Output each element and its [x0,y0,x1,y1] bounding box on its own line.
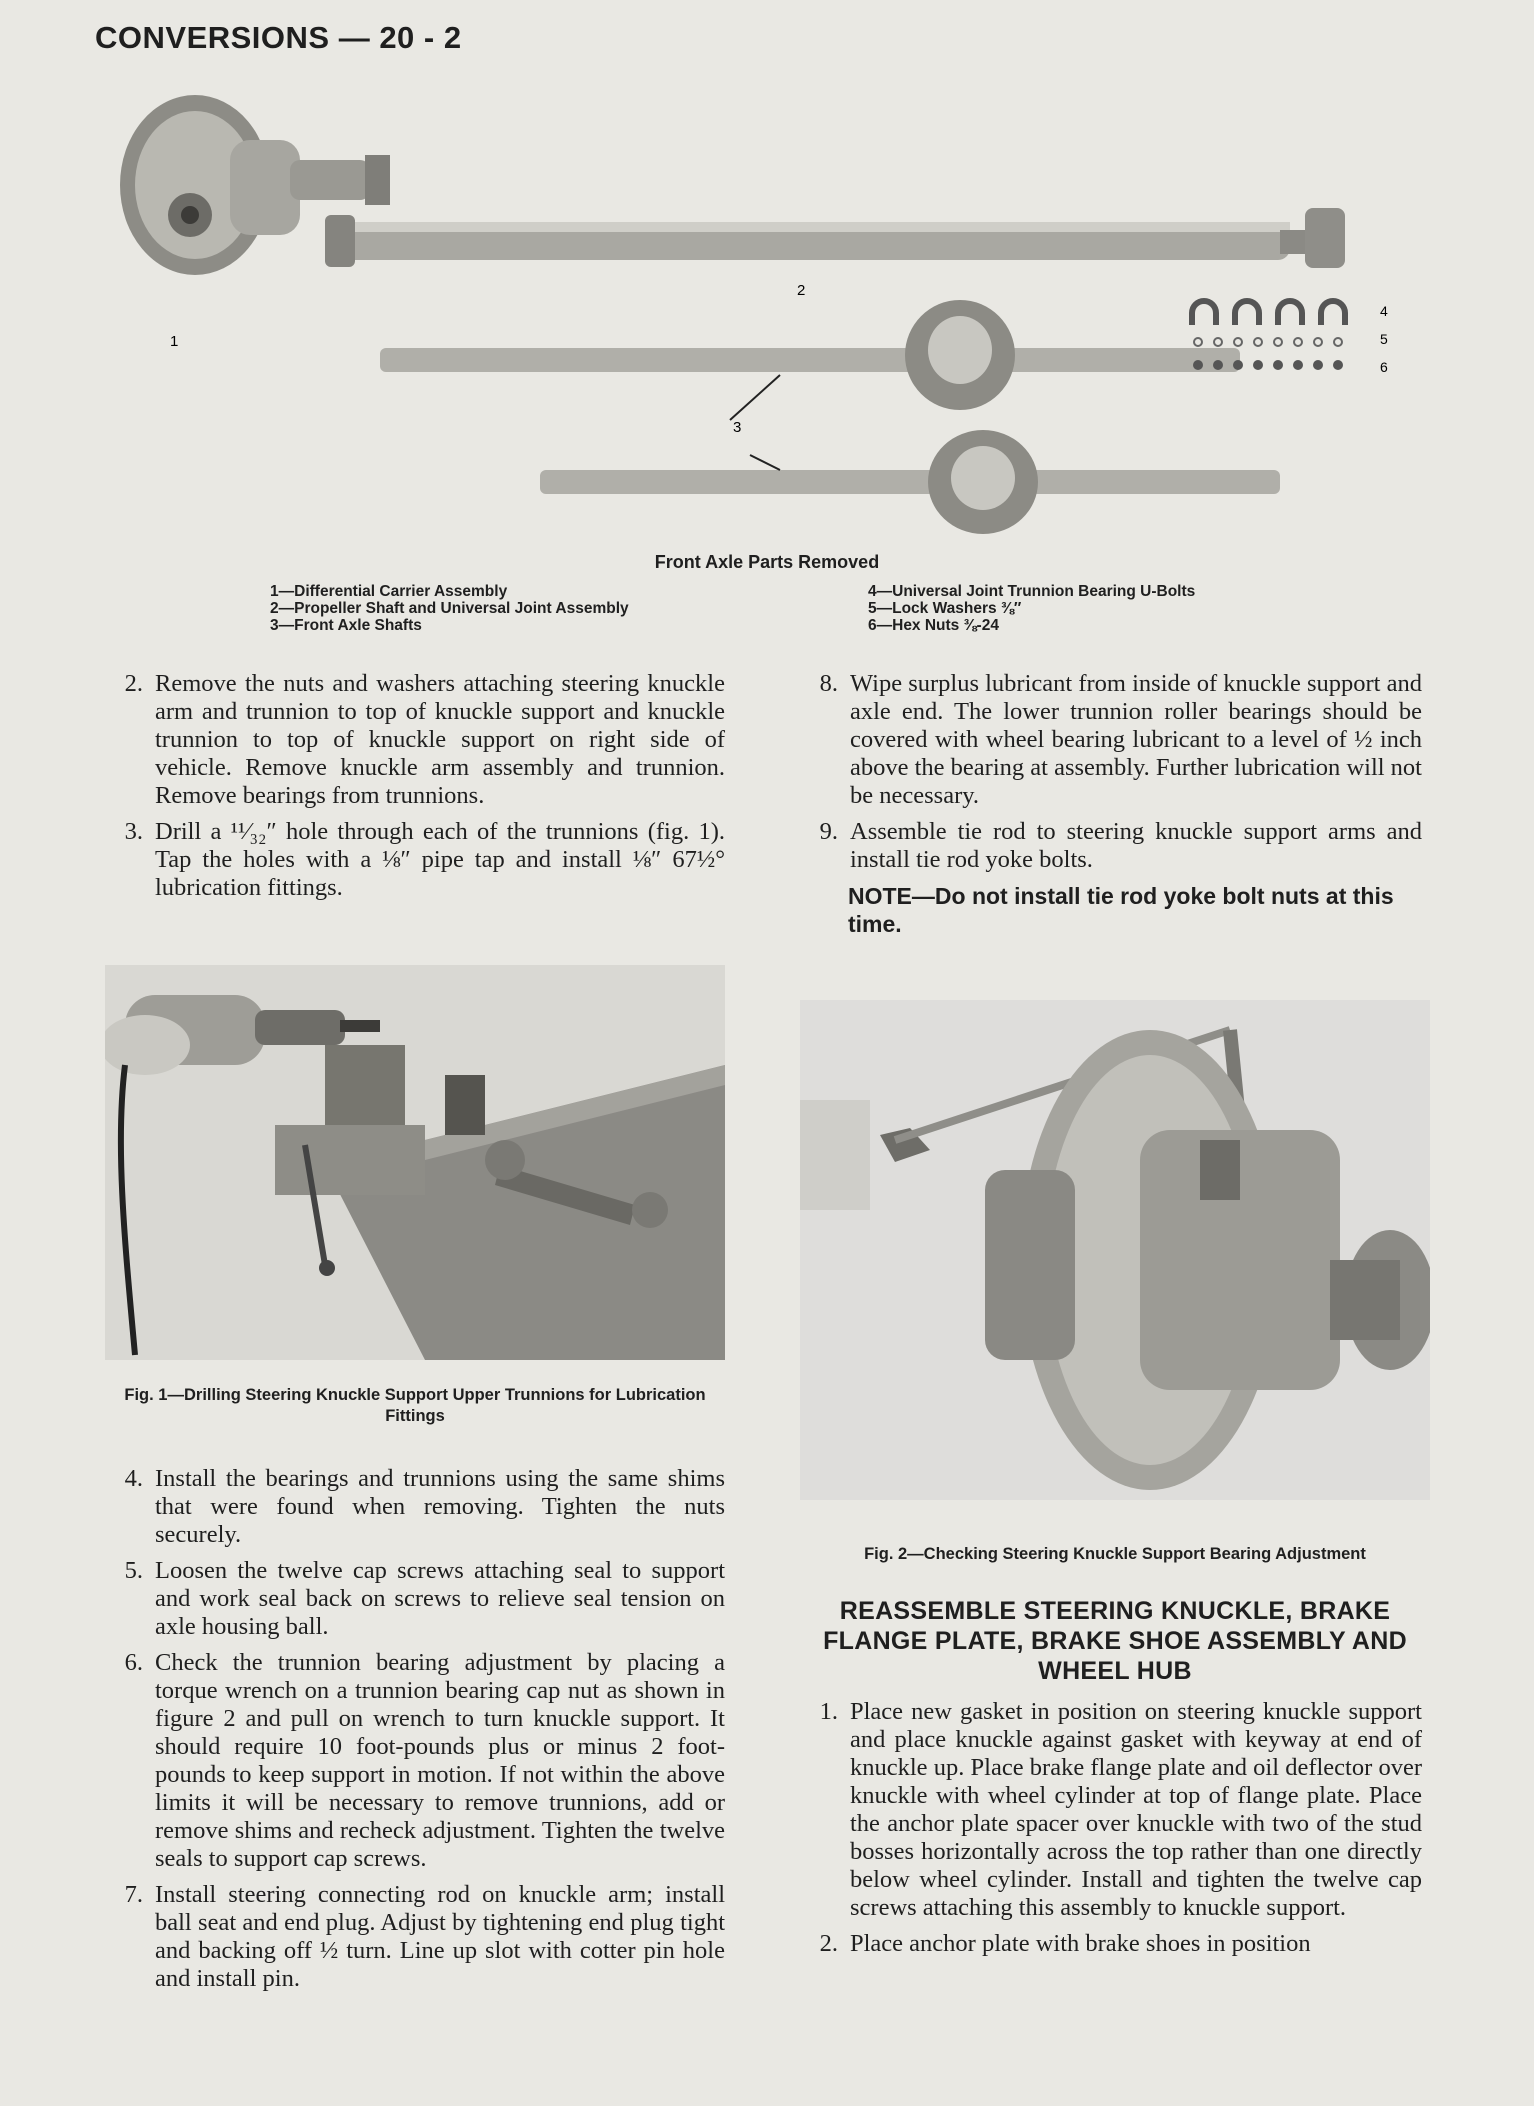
callout-6: 6 [1380,359,1388,375]
step-item [800,670,1422,810]
step-item [800,1698,1422,1922]
step-item [800,1930,1422,1958]
legend-item: 3—Front Axle Shafts [270,617,422,634]
right-steps-a [800,670,1422,938]
legend-item: 5—Lock Washers ⅜″ [868,600,1022,617]
step-item [105,1557,725,1641]
right-steps-b [800,1698,1422,1966]
left-steps-a [105,670,725,910]
step-item [105,1649,725,1873]
step-item [105,1465,725,1549]
legend-item: 1—Differential Carrier Assembly [270,583,508,600]
callout-1: 1 [170,333,179,350]
step-text: Wipe surplus lubricant from inside of knuckle support and axle end. The lower trunnion roller bearings should be covered with wheel bearing lubricant to a level of ½ inch above the bearing at assembly. Further lubrication will not be necessary. [850,670,1422,809]
axle-shaft-lower-illustration [540,430,1280,534]
step-number: 2. [819,1930,838,1957]
axle-shaft-upper-illustration [380,300,1240,410]
step-text: Assemble tie rod to steering knuckle support arms and install tie rod yoke bolts. [850,818,1422,873]
note-text: NOTE—Do not install tie rod yoke bolt nuts at this time. [848,883,1394,937]
propeller-shaft-illustration [325,208,1345,268]
step-number: 8. [819,670,838,697]
step-item [105,670,725,810]
step-number: 3. [124,818,143,845]
legend-item: 2—Propeller Shaft and Universal Joint Assembly [270,600,629,617]
fig1-drilling-photo [105,965,725,1360]
lock-washers-illustration [1194,338,1342,346]
step-item [800,818,1422,874]
callout-2: 2 [797,282,806,299]
fig1-caption: Fig. 1—Drilling Steering Knuckle Support Upper Trunnions for Lubrication Fittings [124,1386,706,1425]
step-text: Install the bearings and trunnions using the same shims that were found when removing. Tighten the nuts securely. [155,1465,725,1548]
step-text: Install steering connecting rod on knuckle arm; install ball seat and end plug. Adjust by tightening end plug tight and backing off ½ turn. Line up slot with cotter pin hole and install pin. [155,1881,725,1992]
step-text: Check the trunnion bearing adjustment by placing a torque wrench on a trunnion bearing cap nut as shown in figure 2 and pull on wrench to turn knuckle support. It should require 10 foot-pounds plus or minus 2 foot-pounds to keep support in motion. If not within the above limits it will be necessary to remove trunnions, add or remove shims and recheck adjustment. Tighten the twelve seals to support cap screws. [155,1649,725,1872]
step-number: 9. [819,818,838,845]
step-number: 7. [124,1881,143,1908]
step-item [105,1881,725,1993]
fig2-caption: Fig. 2—Checking Steering Knuckle Support Bearing Adjustment [864,1545,1366,1563]
left-steps-b [105,1465,725,2001]
front-axle-parts-figure [100,80,1440,550]
legend-item: 4—Universal Joint Trunnion Bearing U-Bolts [868,583,1196,600]
step-number: 5. [124,1557,143,1584]
step-number: 2. [124,670,143,697]
step-text: Loosen the twelve cap screws attaching seal to support and work seal back on screws to relieve seal tension on axle housing ball. [155,1557,725,1640]
step-text: Place anchor plate with brake shoes in position [850,1930,1311,1957]
hex-nuts-illustration [1193,360,1343,370]
callout-5: 5 [1380,331,1388,347]
step-number: 6. [124,1649,143,1676]
step-item [105,818,725,902]
step-text: Place new gasket in position on steering knuckle support and place knuckle against gasket with keyway at end of knuckle up. Place brake flange plate and oil deflector over knuckle with wheel cylinder at top of flange plate. Place the anchor plate spacer over knuckle with two of the stud bosses horizontally across the top rather than one directly below wheel cylinder. Install and tighten the twelve cap screws attaching this assembly to knuckle support. [850,1698,1422,1921]
u-bolts-illustration [1192,301,1345,325]
figure-top-caption: Front Axle Parts Removed [654,552,880,572]
callout-3: 3 [733,419,742,436]
step-number: 1. [819,1698,838,1725]
callout-4: 4 [1380,303,1388,319]
legend-item: 6—Hex Nuts ⅜-24 [868,617,999,634]
section-title: REASSEMBLE STEERING KNUCKLE, BRAKE FLANGE PLATE, BRAKE SHOE ASSEMBLY AND WHEEL HUB [823,1597,1407,1685]
figure-top-legend-right [868,583,1195,634]
fig2-torque-wrench-photo [800,1000,1430,1500]
page-header: CONVERSIONS — 20 - 2 [95,20,462,55]
step-text: Drill a ¹¹⁄₃₂″ hole through each of the trunnions (fig. 1). Tap the holes with a ⅛″ pipe tap and install ⅛″ 67½° lubrication fittings. [155,818,725,901]
step-number: 4. [124,1465,143,1492]
figure-top-legend-left [270,583,629,634]
step-text: Remove the nuts and washers attaching steering knuckle arm and trunnion to top of knuckle support and knuckle trunnion to top of knuckle support on right side of vehicle. Remove knuckle arm assembly and trunnion. Remove bearings from trunnions. [155,670,725,809]
